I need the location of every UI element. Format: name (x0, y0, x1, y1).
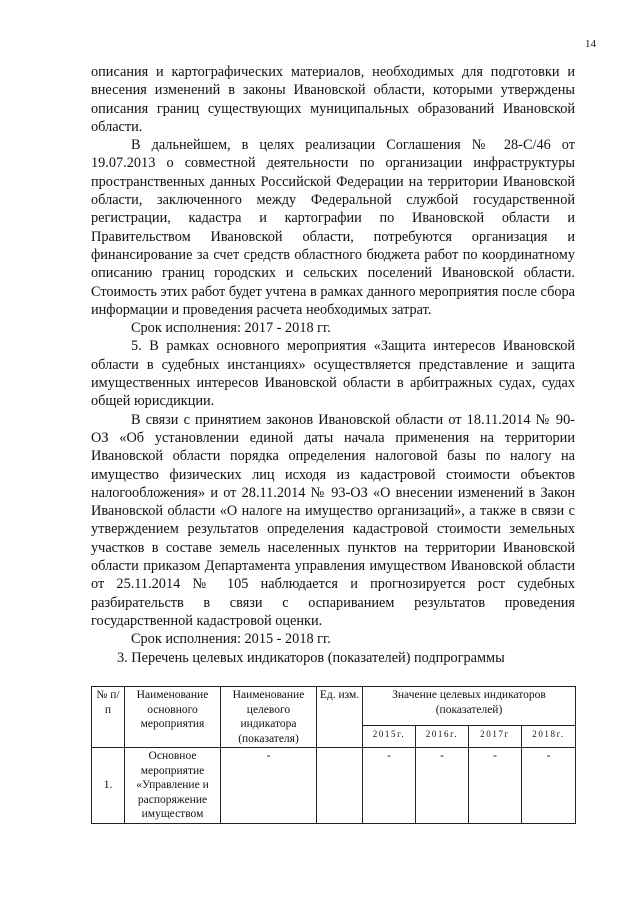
header-values-group: Значение целевых индикаторов (показателей) (363, 687, 576, 726)
header-num: № п/п (92, 687, 125, 748)
header-year: 2016г. (416, 726, 469, 748)
header-year: 2018г. (522, 726, 576, 748)
table-header-row (92, 687, 576, 726)
body-text (91, 63, 575, 667)
paragraph: описания и картографических материалов, необходимых для подготовки и внесения изменений в законы Ивановской области, которыми утверждены описания границ существующих муниципальных образований Ивановской области. (91, 64, 575, 135)
section-heading: 3. Перечень целевых индикаторов (показателей) подпрограммы (117, 649, 505, 666)
cell-value: - (469, 748, 522, 824)
deadline-line: Срок исполнения: 2017 - 2018 гг. (131, 320, 331, 337)
deadline-line: Срок исполнения: 2015 - 2018 гг. (131, 631, 331, 648)
cell-num: 1. (92, 748, 125, 824)
header-unit: Ед. изм. (317, 687, 363, 748)
header-year: 2017г (469, 726, 522, 748)
header-year: 2015г. (363, 726, 416, 748)
cell-value: - (522, 748, 576, 824)
paragraph: В дальнейшем, в целях реализации Соглашения № 28-С/46 от 19.07.2013 о совместной деятельности по организации инфраструктуры пространственных данных Российской Федерации на территории Ивановской области, заключенного между Федеральной службой государственной регистрации, кадастра и картографии по Ивановской области и Правительством Ивановской области, потребуются организация и финансирование за счет средств областного бюджета работ по координатному описанию границ городских и сельских поселений Ивановской области. Стоимость этих работ будет учтена в рамках данного мероприятия после сбора информации и проведения расчета необходимых затрат. (91, 137, 575, 318)
cell-unit (317, 748, 363, 824)
header-event-name: Наименование основного мероприятия (125, 687, 221, 748)
cell-value: - (363, 748, 416, 824)
indicators-table (91, 686, 576, 824)
table-row (92, 748, 576, 824)
cell-value: - (416, 748, 469, 824)
header-indicator-name: Наименование целевого индикатора (показателя) (221, 687, 317, 748)
cell-indicator: - (221, 748, 317, 824)
cell-event: Основное мероприятие «Управление и распоряжение имуществом (125, 748, 221, 824)
page-number: 14 (585, 38, 596, 50)
paragraph: 5. В рамках основного мероприятия «Защита интересов Ивановской области в судебных инстанциях» осуществляется представление и защита имущественных интересов Ивановской области в арбитражных судах, судах общей юрисдикции. (91, 338, 575, 410)
paragraph: В связи с принятием законов Ивановской области от 18.11.2014 № 90-ОЗ «Об установлении единой даты начала применения на территории Ивановской области порядка определения налоговой базы по налогу на имущество физических лиц исходя из кадастровой стоимости объектов налогообложения» и от 28.11.2014 № 93-ОЗ «О внесении изменений в Закон Ивановской области «О налоге на имущество организаций», а также в связи с утверждением результатов определения кадастровой стоимости земельных участков в составе земель населенных пунктов на территории Ивановской области приказом Департамента управления имуществом Ивановской области от 25.11.2014 № 105 наблюдается и прогнозируется рост судебных разбирательств в связи с оспариванием результатов проведения государственной кадастровой оценки. (91, 411, 575, 629)
